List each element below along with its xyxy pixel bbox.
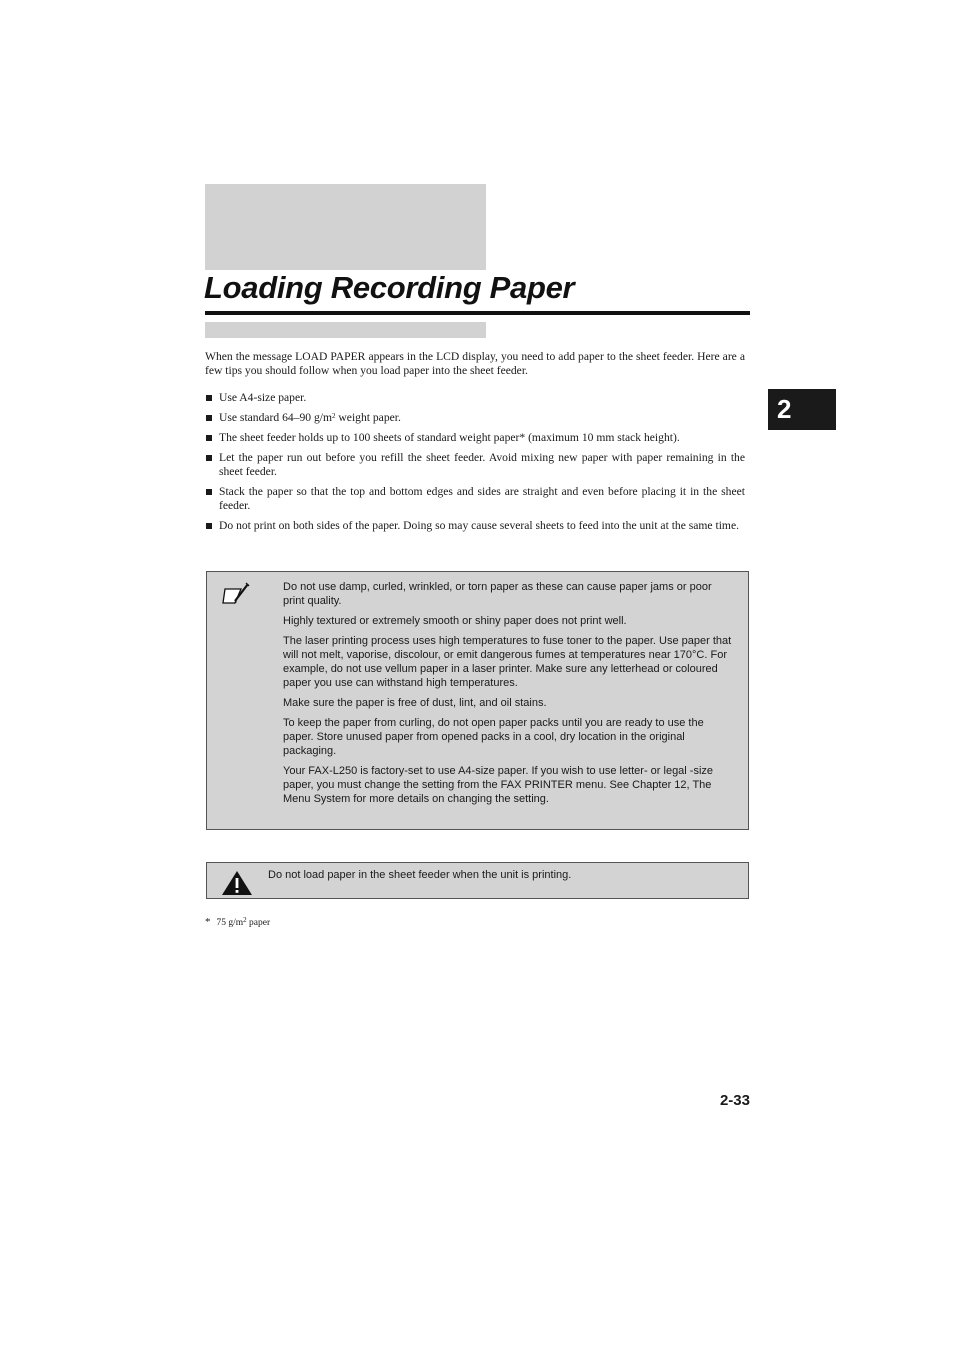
bullet-icon	[206, 489, 212, 495]
header-gray-block	[205, 184, 486, 270]
bullet-icon	[206, 415, 212, 421]
bullet-icon	[206, 395, 212, 401]
title-rule	[205, 311, 750, 315]
page-title: Loading Recording Paper	[204, 270, 575, 305]
note-item: Highly textured or extremely smooth or shiny paper does not print well.	[283, 615, 627, 628]
page-number: 2-33	[719, 1092, 750, 1109]
caution-box	[206, 862, 749, 899]
note-item: The laser printing process uses high temperatures to fuse toner to the paper. Use paper that will not melt, vaporise, discolour, or emit dangerous fumes at temperatures near 170°C. For example, do not use vellum paper in a laser printer. Make sure any letterhead or coloured paper you use can withstand high temperatures.	[283, 635, 732, 689]
note-item: Do not use damp, curled, wrinkled, or torn paper as these can cause paper jams or poor print quality.	[283, 581, 712, 607]
caution-text: Do not load paper in the sheet feeder when the unit is printing.	[268, 869, 572, 881]
bullet-icon	[206, 435, 212, 441]
footnote: * 75 $g/m^2$ paper	[205, 916, 271, 928]
list-item: Let the paper run out before you refill the sheet feeder. Avoid mixing new paper with paper remaining in the sheet feeder.	[205, 451, 745, 479]
list-item: Stack the paper so that the top and bottom edges and sides are straight and even before placing it in the sheet feeder.	[205, 485, 745, 513]
note-item: To keep the paper from curling, do not open paper packs until you are ready to use the paper. Store unused paper from opened packs in a cool, dry location in the original packaging.	[283, 717, 704, 757]
chapter-tab: 2	[768, 389, 836, 430]
bullet-icon	[206, 455, 212, 461]
note-item: Make sure the paper is free of dust, lint, and oil stains.	[283, 696, 547, 709]
list-item: Do not print on both sides of the paper. Doing so may cause several sheets to feed into the unit at the same time.	[205, 519, 745, 533]
intro-paragraph: When the message LOAD PAPER appears in the LCD display, you need to add paper to the sheet feeder. Here are a few tips you should follow when you load paper into the sheet feeder.	[205, 350, 745, 377]
list-item: Use A4-size paper.	[205, 391, 745, 405]
bullet-icon	[206, 523, 212, 529]
note-item: Your FAX-L250 is factory-set to use A4-size paper. If you wish to use letter- or legal -size paper, you must change the setting from the FAX PRINTER menu. See Chapter 12, The Menu System for more details on changing the setting.	[283, 765, 714, 805]
note-box	[206, 571, 749, 830]
list-item: Use standard 64–90 $g/m^2$ weight paper.	[205, 411, 745, 425]
tips-list	[205, 391, 745, 539]
note-list	[283, 581, 735, 813]
list-item: The sheet feeder holds up to 100 sheets of standard weight paper* (maximum 10 mm stack height).	[205, 431, 745, 445]
note-pencil-icon	[221, 581, 253, 612]
subheader-gray-block	[205, 322, 486, 338]
warning-icon	[221, 870, 253, 901]
